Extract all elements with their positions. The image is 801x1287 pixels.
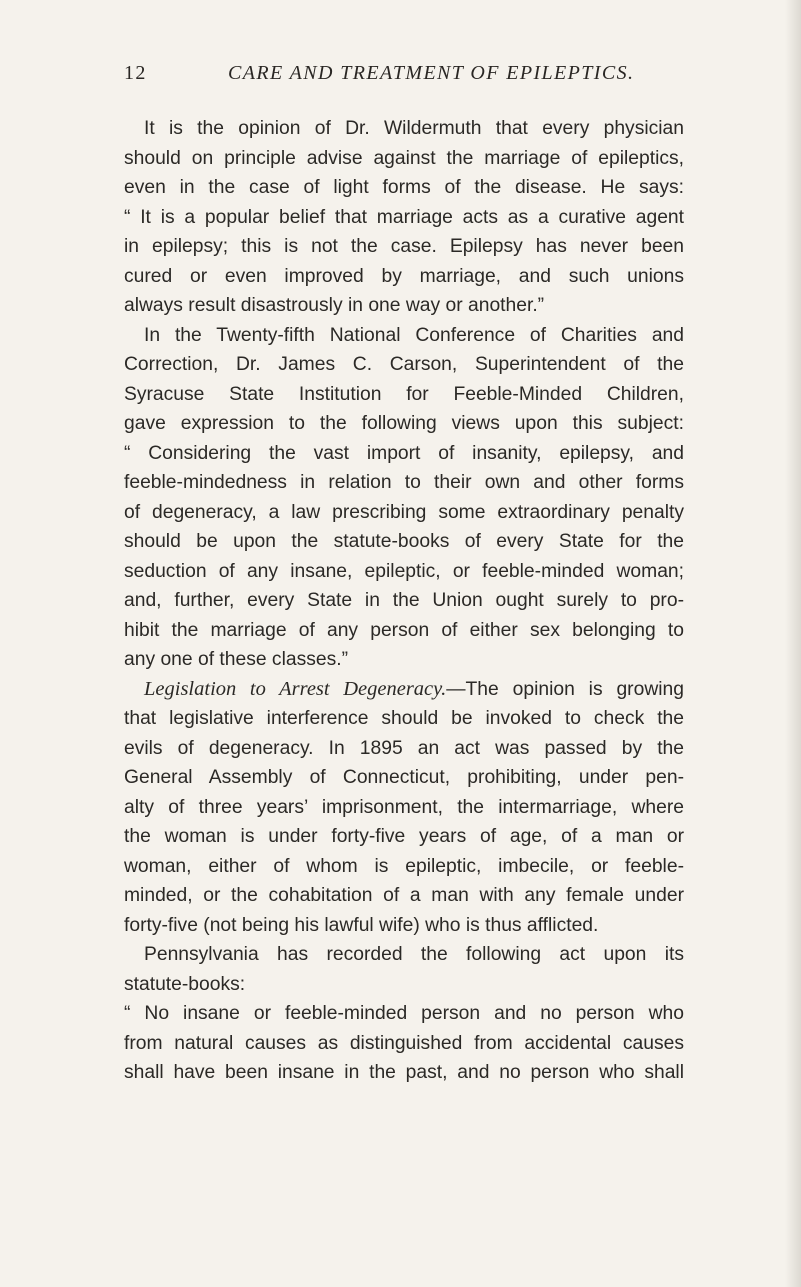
- text-line: should on principle advise against the marriage of epileptics,: [124, 147, 684, 169]
- text-line: minded, or the cohabitation of a man with any female under: [124, 885, 684, 906]
- running-header: [124, 62, 684, 90]
- text-line: shall have been insane in the past, and no person who shall: [124, 1062, 684, 1083]
- text-line: hibit the marriage of any person of either sex belonging to: [124, 619, 684, 641]
- section-heading: Legislation to Arrest Degeneracy.: [144, 677, 447, 700]
- text-line: in epilepsy; this is not the case. Epilepsy has never been: [124, 236, 684, 257]
- text-line: always result disastrously in one way or another.”: [124, 295, 545, 316]
- text-line: Syracuse State Institution for Feeble-Minded Children,: [124, 383, 684, 405]
- text-line: cured or even improved by marriage, and such unions: [124, 265, 684, 287]
- page-number: 12: [124, 62, 147, 84]
- text-line: of degeneracy, a law prescribing some extraordinary penalty: [124, 501, 684, 523]
- text-line: “ It is a popular belief that marriage acts as a curative agent: [124, 206, 684, 228]
- text-line: Correction, Dr. James C. Carson, Superintendent of the: [124, 354, 684, 375]
- text-line: that legislative interference should be invoked to check the: [124, 708, 684, 729]
- text-line: should be upon the statute-books of every State for the: [124, 531, 684, 552]
- section-lead: —The opinion is growing: [446, 678, 684, 700]
- text-line: Pennsylvania has recorded the following act upon its: [144, 944, 684, 965]
- text-line: feeble-mindedness in relation to their own and other forms: [124, 472, 684, 493]
- text-line: In the Twenty-fifth National Conference of Charities and: [144, 324, 684, 346]
- text-line: “ Considering the vast import of insanity, epilepsy, and: [124, 442, 684, 464]
- text-line: “ No insane or feeble-minded person and no person who: [124, 1003, 684, 1024]
- text-line: alty of three years’ imprisonment, the intermarriage, where: [124, 796, 684, 818]
- text-line: the woman is under forty-five years of age, of a man or: [124, 826, 684, 847]
- text-line: seduction of any insane, epileptic, or feeble-minded woman;: [124, 560, 684, 582]
- text-line: [124, 675, 684, 705]
- text-line: evils of degeneracy. In 1895 an act was passed by the: [124, 737, 684, 759]
- body-text: [124, 114, 684, 1088]
- page-edge-shadow: [785, 0, 801, 1287]
- text-line: any one of these classes.”: [124, 649, 349, 670]
- running-title: CARE AND TREATMENT OF EPILEPTICS.: [228, 62, 635, 84]
- text-line: General Assembly of Connecticut, prohibiting, under pen-: [124, 767, 684, 788]
- text-line: from natural causes as distinguished from accidental causes: [124, 1032, 684, 1054]
- text-line: gave expression to the following views upon this subject:: [124, 413, 684, 434]
- text-line: forty-five (not being his lawful wife) who is thus afflicted.: [124, 914, 599, 936]
- text-line: and, further, every State in the Union ought surely to pro-: [124, 590, 684, 611]
- text-line: It is the opinion of Dr. Wildermuth that every physician: [144, 118, 684, 139]
- text-line: statute-books:: [124, 973, 246, 995]
- text-line: woman, either of whom is epileptic, imbecile, or feeble-: [124, 855, 684, 877]
- text-line: even in the case of light forms of the disease. He says:: [124, 177, 684, 198]
